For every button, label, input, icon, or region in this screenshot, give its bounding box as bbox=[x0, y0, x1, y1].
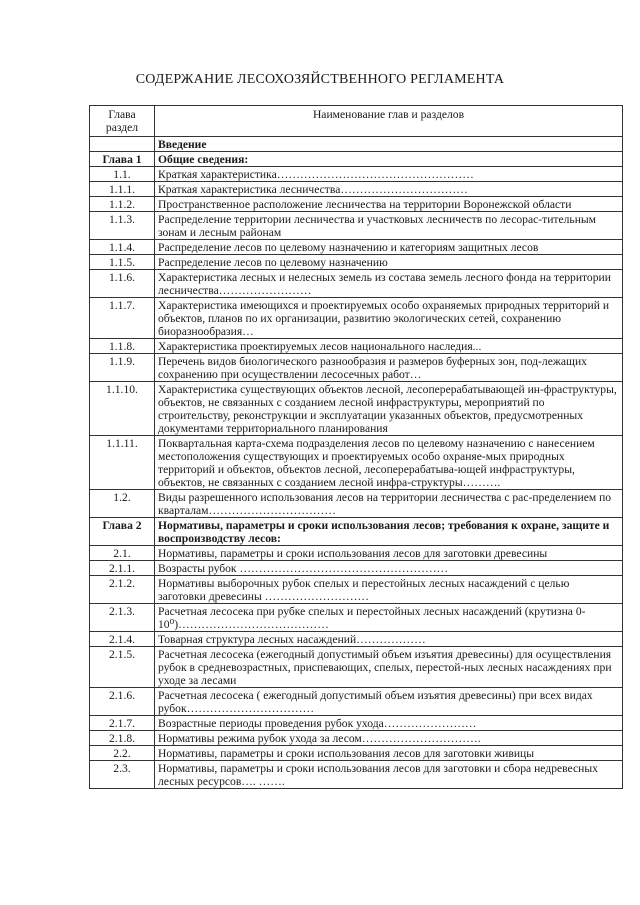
row-number: 2.1. bbox=[90, 546, 155, 561]
table-row bbox=[90, 197, 623, 212]
table-row bbox=[90, 576, 623, 604]
row-title: Распределение лесов по целевому назначению и категориям защитных лесов bbox=[155, 240, 623, 255]
table-row bbox=[90, 354, 623, 382]
row-title: Поквартальная карта-схема подразделения лесов по целевому назначению с нанесением местоположения существующих и проектируемых особо охраняе-мых природных территорий и объектов, объектов лесной, лесоперерабатыва-ющей инфраструктуры, объектов, не связанных с созданием лесной инфра-структуры………. bbox=[155, 436, 623, 490]
row-title: Характеристика имеющихся и проектируемых особо охраняемых природных территорий и объектов, планов по их организации, развитию экологических сетей, сохранению биоразнообразия… bbox=[155, 298, 623, 339]
row-title: Нормативы, параметры и сроки использования лесов для заготовки древесины bbox=[155, 546, 623, 561]
row-title: Общие сведения: bbox=[155, 152, 623, 167]
row-title: Нормативы, параметры и сроки использования лесов для заготовки живицы bbox=[155, 746, 623, 761]
row-number: 2.1.8. bbox=[90, 731, 155, 746]
row-title: Возрасты рубок ……………………………………………… bbox=[155, 561, 623, 576]
row-number: 2.1.2. bbox=[90, 576, 155, 604]
table-row bbox=[90, 761, 623, 789]
table-row bbox=[90, 518, 623, 546]
row-title: Расчетная лесосека (ежегодный допустимый объем изъятия древесины) для осуществления рубок в средневозрастных, приспевающих, спелых, перестой-ных лесных насаждениях при уходе за лесами bbox=[155, 647, 623, 688]
row-number: 1.1.10. bbox=[90, 382, 155, 436]
row-number: 1.1. bbox=[90, 167, 155, 182]
table-row bbox=[90, 240, 623, 255]
header-chapter-label: Глава bbox=[108, 108, 136, 121]
row-number: 2.1.4. bbox=[90, 632, 155, 647]
row-title: Характеристика проектируемых лесов национального наследия... bbox=[155, 339, 623, 354]
table-row bbox=[90, 212, 623, 240]
row-number: 1.1.7. bbox=[90, 298, 155, 339]
row-title: Пространственное расположение лесничества на территории Воронежской области bbox=[155, 197, 623, 212]
table-row bbox=[90, 255, 623, 270]
row-title: Краткая характеристика лесничества…………………………… bbox=[155, 182, 623, 197]
row-title: Нормативы, параметры и сроки использования лесов; требования к охране, защите и воспроизводству лесов: bbox=[155, 518, 623, 546]
row-number: 1.1.3. bbox=[90, 212, 155, 240]
contents-table bbox=[89, 105, 623, 789]
row-number bbox=[90, 137, 155, 152]
row-title: Возрастные периоды проведения рубок ухода…………………… bbox=[155, 716, 623, 731]
row-title: Характеристика существующих объектов лесной, лесоперерабатывающей ин-фраструктуры, объектов, не связанных с созданием лесной инфраструктуры, мероприятий по строительству, реконструкции и эксплуатации указанных объектов, предусмотренных документами территориального планирования bbox=[155, 382, 623, 436]
row-title: Краткая характеристика…………………………………………… bbox=[155, 167, 623, 182]
row-number: 1.1.9. bbox=[90, 354, 155, 382]
table-row bbox=[90, 270, 623, 298]
table-row bbox=[90, 731, 623, 746]
row-number: 2.2. bbox=[90, 746, 155, 761]
table-row bbox=[90, 546, 623, 561]
row-title: Характеристика лесных и нелесных земель из состава земель лесного фонда на территории лесничества…………………… bbox=[155, 270, 623, 298]
table-row bbox=[90, 382, 623, 436]
table-row bbox=[90, 716, 623, 731]
table-row bbox=[90, 604, 623, 632]
row-title: Расчетная лесосека ( ежегодный допустимый объем изъятия древесины) при всех видах рубок…………………………… bbox=[155, 688, 623, 716]
table-row bbox=[90, 339, 623, 354]
row-number: 1.1.6. bbox=[90, 270, 155, 298]
row-number: 2.1.1. bbox=[90, 561, 155, 576]
table-row bbox=[90, 137, 623, 152]
row-title: Виды разрешенного использования лесов на территории лесничества с рас-пределением по кварталам…………………………… bbox=[155, 490, 623, 518]
row-number: 2.1.7. bbox=[90, 716, 155, 731]
row-number: 1.1.8. bbox=[90, 339, 155, 354]
document-title: СОДЕРЖАНИЕ ЛЕСОХОЗЯЙСТВЕННОГО РЕГЛАМЕНТА bbox=[135, 72, 505, 87]
header-chapter-section bbox=[90, 106, 155, 137]
contents-body bbox=[90, 137, 623, 789]
row-number: 1.1.1. bbox=[90, 182, 155, 197]
table-row bbox=[90, 298, 623, 339]
row-number: 2.3. bbox=[90, 761, 155, 789]
header-section-label: раздел bbox=[105, 121, 139, 134]
row-number: 2.1.6. bbox=[90, 688, 155, 716]
header-title-column: Наименование глав и разделов bbox=[155, 106, 623, 137]
row-number: 2.1.5. bbox=[90, 647, 155, 688]
row-title: Нормативы выборочных рубок спелых и перестойных лесных насаждений с целью заготовки древесины ……………………… bbox=[155, 576, 623, 604]
row-title: Нормативы, параметры и сроки использования лесов для заготовки и сбора недревесных лесных ресурсов…. ……. bbox=[155, 761, 623, 789]
table-row bbox=[90, 561, 623, 576]
table-row bbox=[90, 632, 623, 647]
row-title: Товарная структура лесных насаждений……………… bbox=[155, 632, 623, 647]
table-row bbox=[90, 152, 623, 167]
row-number: 2.1.3. bbox=[90, 604, 155, 632]
row-title: Перечень видов биологического разнообразия и размеров буферных зон, под-лежащих сохранению при осуществлении лесосечных работ… bbox=[155, 354, 623, 382]
row-title: Расчетная лесосека при рубке спелых и перестойных лесных насаждений (крутизна 0-10⁰)………………………………… bbox=[155, 604, 623, 632]
table-row bbox=[90, 167, 623, 182]
table-row bbox=[90, 688, 623, 716]
table-row bbox=[90, 436, 623, 490]
row-number: Глава 1 bbox=[90, 152, 155, 167]
row-number: 1.1.11. bbox=[90, 436, 155, 490]
row-number: 1.2. bbox=[90, 490, 155, 518]
table-row bbox=[90, 182, 623, 197]
table-header-row bbox=[90, 106, 623, 137]
row-number: 1.1.4. bbox=[90, 240, 155, 255]
row-title: Распределение территории лесничества и участковых лесничеств по лесорас-тительным зонам и лесным районам bbox=[155, 212, 623, 240]
table-row bbox=[90, 490, 623, 518]
row-number: 1.1.2. bbox=[90, 197, 155, 212]
table-row bbox=[90, 647, 623, 688]
table-row bbox=[90, 746, 623, 761]
row-title: Введение bbox=[155, 137, 623, 152]
row-number: Глава 2 bbox=[90, 518, 155, 546]
row-title: Нормативы режима рубок ухода за лесом…………………………. bbox=[155, 731, 623, 746]
row-number: 1.1.5. bbox=[90, 255, 155, 270]
row-title: Распределение лесов по целевому назначению bbox=[155, 255, 623, 270]
